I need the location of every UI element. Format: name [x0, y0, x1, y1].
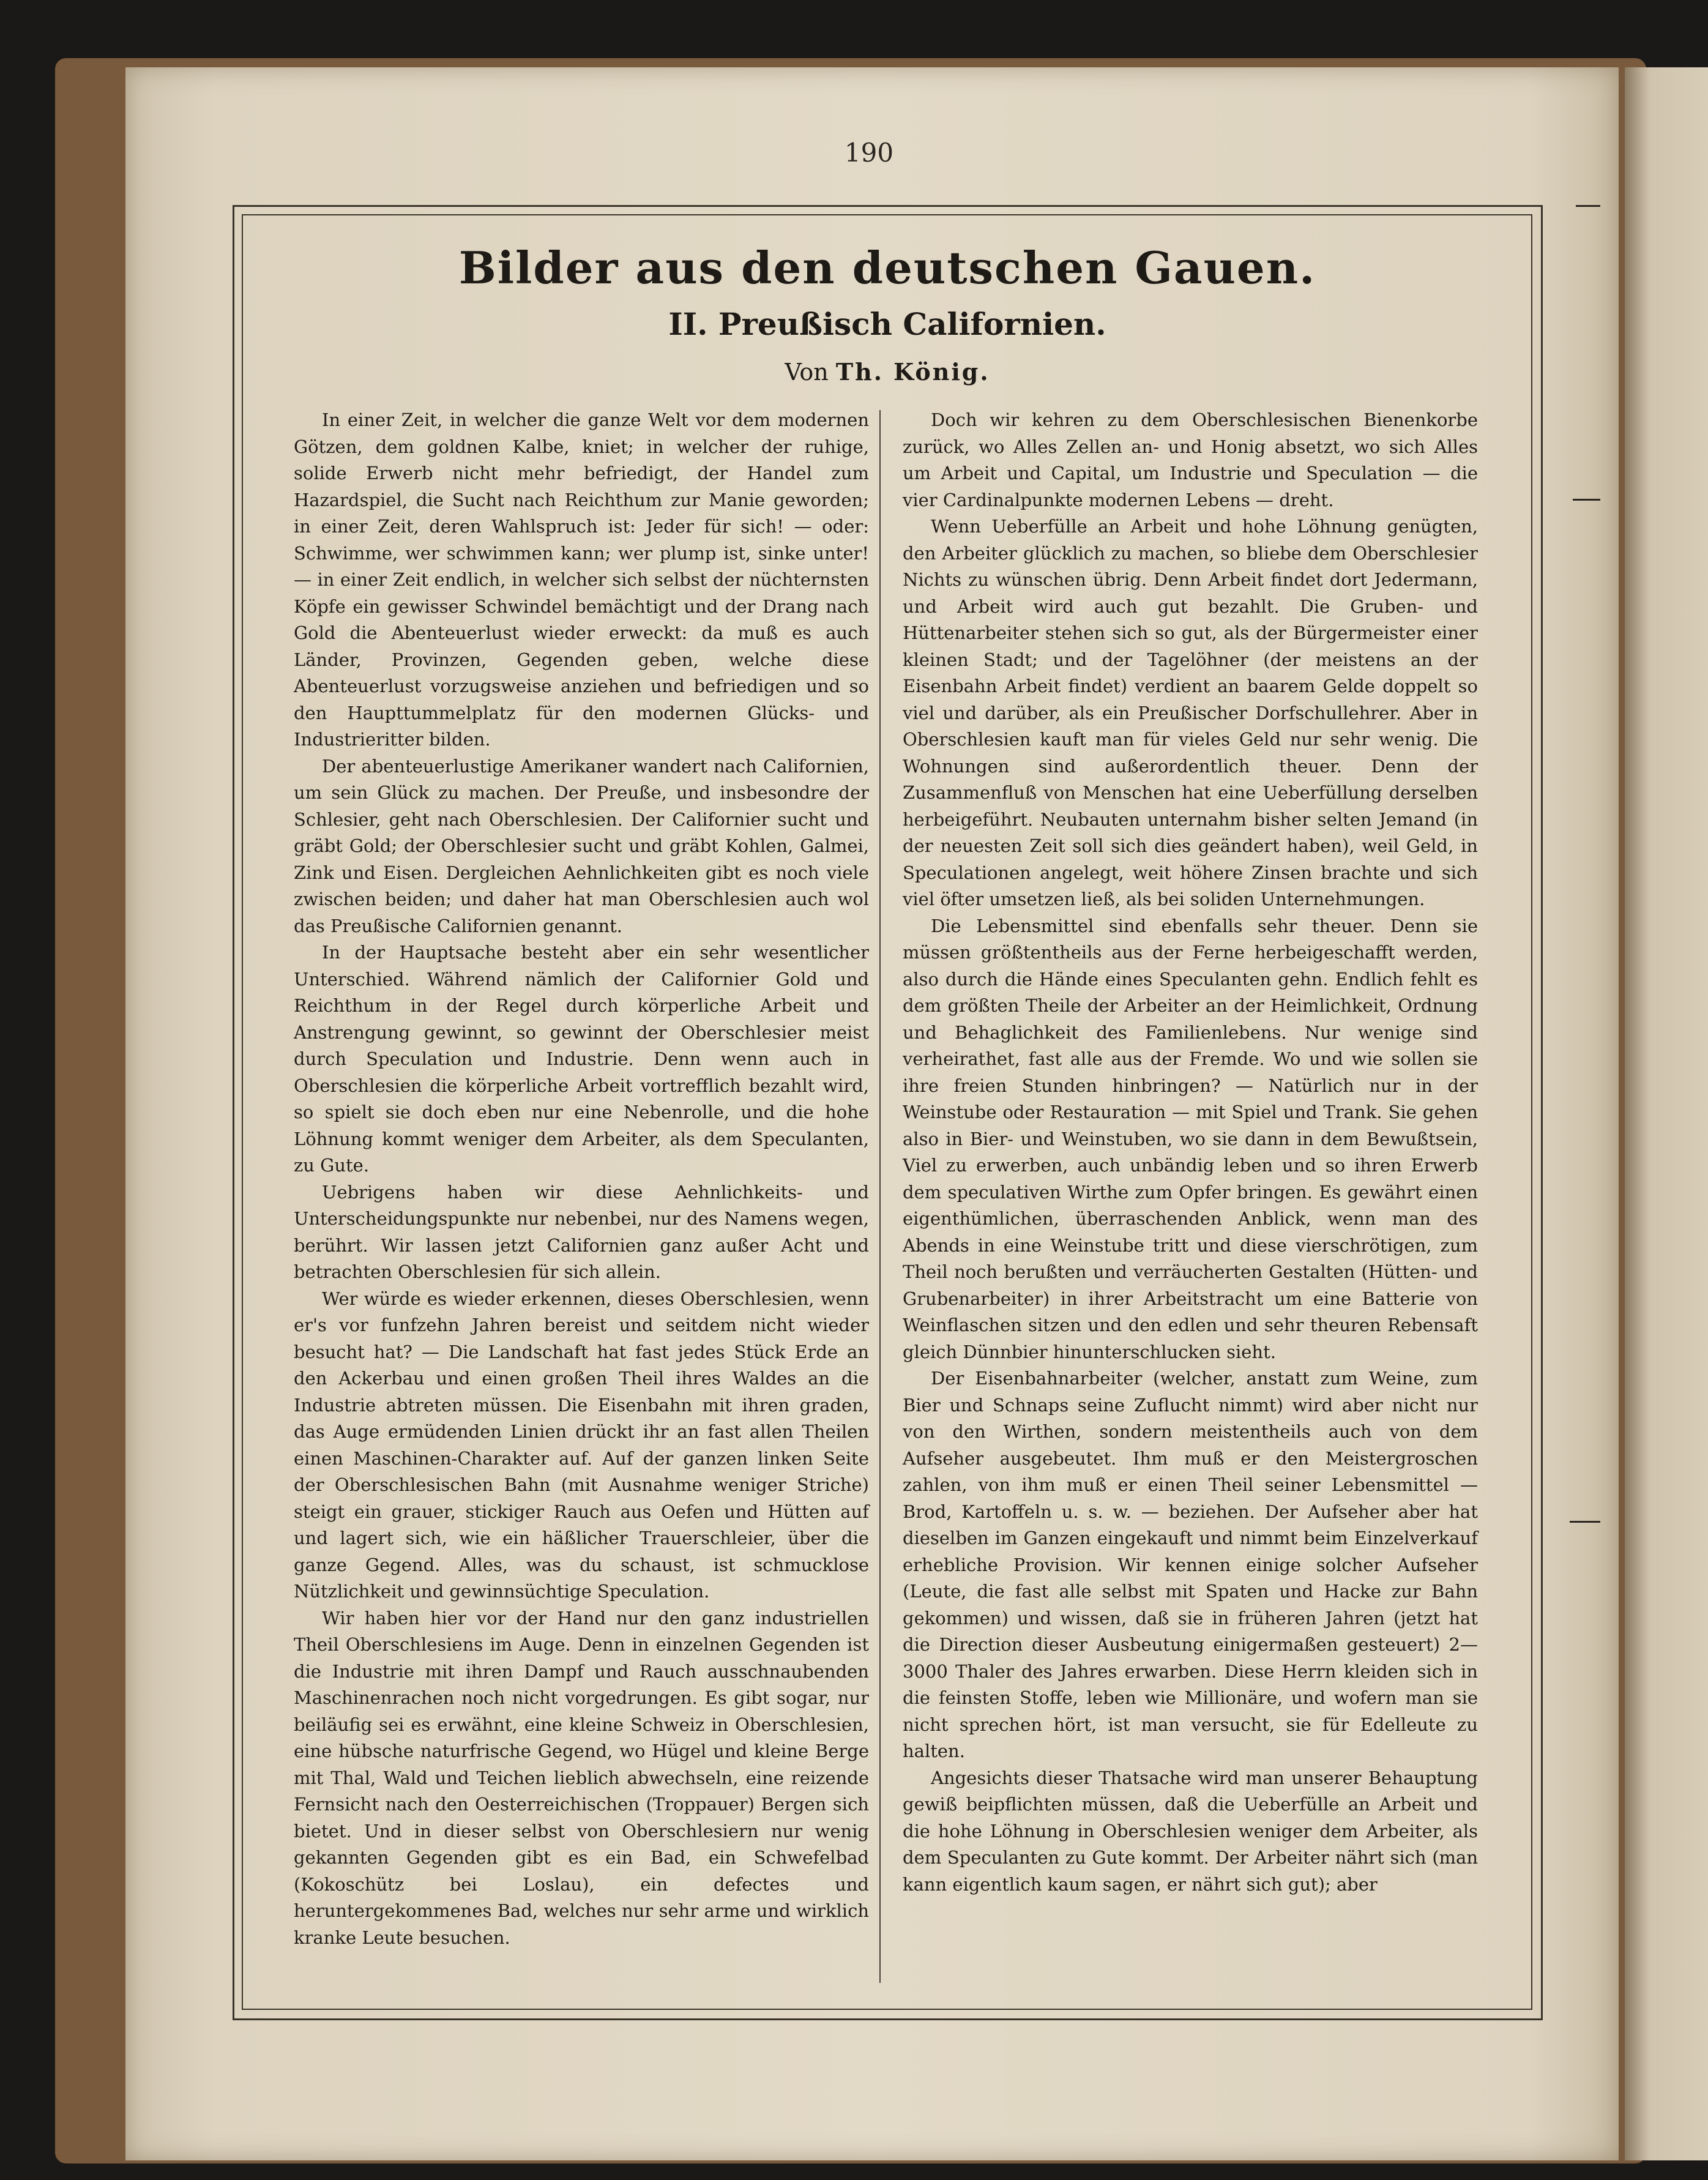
paragraph: Wer würde es wieder erkennen, dieses Oberschlesien, wenn er's vor funfzehn Jahren bereist und seitdem nicht wieder besucht hat? — Die Landschaft hat fast jedes Stück Erde an den Ackerbau und einen großen Theil ihres Waldes an die Industrie abtreten müssen. Die Eisenbahn mit ihren graden, das Auge ermüdenden Linien drückt ihr an fast allen Theilen einen Maschinen-Charakter auf. Auf der ganzen linken Seite der Oberschlesischen Bahn (mit Ausnahme weniger Striche) steigt ein grauer, stickiger Rauch aus Oefen und Hütten auf und lagert sich, wie ein häßlicher Trauerschleier, über die ganze Gegend. Alles, was du schaust, ist schmucklose Nützlichkeit und gewinnsüchtige Speculation. — [294, 1288, 869, 1602]
byline-author: Th. König. — [835, 358, 990, 386]
paragraph: Doch wir kehren zu dem Oberschlesischen Bienenkorbe zurück, wo Alles Zellen an- und Honig absetzt, wo sich Alles um Arbeit und Capital, um Industrie und Speculation — die vier Cardinalpunkte modernen Lebens — dreht. — [903, 409, 1478, 510]
page-tab-mark — [1576, 205, 1600, 207]
paragraph: In der Hauptsache besteht aber ein sehr wesentlicher Unterschied. Während nämlich der Californier Gold und Reichthum in der Regel durch körperliche Arbeit und Anstrengung gewinnt, so gewinnt der Oberschlesier meist durch Speculation und Industrie. Denn wenn auch in Oberschlesien die körperliche Arbeit vortrefflich bezahlt wird, so spielt sie doch eben nur eine Nebenrolle, und die hohe Löhnung kommt weniger dem Arbeiter, als dem Speculanten, zu Gute. — [294, 942, 869, 1176]
paragraph: Uebrigens haben wir diese Aehnlichkeits- und Unterscheidungspunkte nur nebenbei, nur des Namens wegen, berührt. Wir lassen jetzt Californien ganz außer Acht und betrachten Oberschlesien für sich allein. — [294, 1181, 869, 1282]
paragraph: Angesichts dieser Thatsache wird man unserer Behauptung gewiß beipflichten müssen, daß die Ueberfülle an Arbeit und die hohe Löhnung in Oberschlesien weniger dem Arbeiter, als dem Speculanten zu Gute kommt. Der Arbeiter nährt sich (man kann eigentlich kaum sagen, er nährt sich gut); aber — [903, 1767, 1478, 1895]
paragraph: In einer Zeit, in welcher die ganze Welt vor dem modernen Götzen, dem goldnen Kalbe, kniet; in welcher der ruhige, solide Erwerb nicht mehr befriedigt, der Handel zum Hazardspiel, die Sucht nach Reichthum zur Manie geworden; in einer Zeit, deren Wahlspruch ist: Jeder für sich! — oder: Schwimme, wer schwimmen kann; wer plump ist, sinke unter! — in einer Zeit endlich, in welcher sich selbst der nüchternsten Köpfe ein gewisser Schwindel bemächtigt und der Drang nach Gold die Abenteuerlust wieder erweckt: da muß es auch Länder, Provinzen, Gegenden geben, welche diese Abenteuerlust vorzugsweise anziehen und befriedigen und so den Haupttummelplatz für den modernen Glücks- und Industrieritter bilden. — [294, 409, 869, 750]
paragraph: Der Eisenbahnarbeiter (welcher, anstatt zum Weine, zum Bier und Schnaps seine Zuflucht nimmt) wird aber nicht nur von den Wirthen, sondern meistentheils auch von dem Aufseher ausgebeutet. Ihm muß er den Meistergroschen zahlen, von ihm muß er einen Theil seiner Lebensmittel — Brod, Kartoffeln u. s. w. — beziehen. Der Aufseher aber hat dieselben im Ganzen eingekauft und nimmt beim Einzelverkauf erhebliche Provision. Wir kennen einige solcher Aufseher (Leute, die fast alle selbst mit Spaten und Hacke zur Bahn gekommen) und wissen, daß sie in früheren Jahren (jetzt hat die Direction dieser Ausbeutung einigermaßen gesteuert) 2—3000 Thaler des Jahres erwarben. Diese Herrn kleiden sich in die feinsten Stoffe, leben wie Millionäre, und wofern man sie nicht sprechen hört, ist man versucht, sie für Edelleute zu halten. — [903, 1368, 1478, 1761]
paragraph: Die Lebensmittel sind ebenfalls sehr theuer. Denn sie müssen größtentheils aus der Ferne herbeigeschafft werden, also durch die Hände eines Speculanten gehn. Endlich fehlt es dem größten Theile der Arbeiter an der Heimlichkeit, Ordnung und Behaglichkeit des Familienlebens. Nur wenige sind verheirathet, fast alle aus der Fremde. Wo und wie sollen sie ihre freien Stunden hinbringen? — Natürlich nur in der Weinstube oder Restauration — mit Spiel und Trank. Sie gehen also in Bier- und Weinstuben, wo sie dann in dem Bewußtsein, Viel zu erwerben, auch unbändig leben und so ihren Erwerb dem speculativen Wirthe zum Opfer bringen. Es gewährt einen eigenthümlichen, überraschenden Anblick, wenn man des Abends in eine Weinstube tritt und diese vierschrötigen, zum Theil noch berußten und verräucherten Gestalten (Hütten- und Grubenarbeiter) in ihrer Arbeitstracht um eine Batterie von Weinflaschen sitzen und den edlen und sehr theuren Rebensaft gleich Dünnbier hinunterschlucken sieht. — [903, 915, 1478, 1362]
paragraph: Wir haben hier vor der Hand nur den ganz industriellen Theil Oberschlesiens im Auge. Denn in einzelnen Gegenden ist die Industrie mit ihren Dampf und Rauch ausschnaubenden Maschinenrachen noch nicht vorgedrungen. Es gibt sogar, nur beiläufig sei es erwähnt, eine kleine Schweiz in Oberschlesien, eine hübsche naturfrische Gegend, wo Hügel und kleine Berge mit Thal, Wald und Teichen lieblich abwechseln, eine reizende Fernsicht nach den Oesterreichischen (Troppauer) Bergen sich bietet. Und in dieser selbst von Oberschlesiern nur wenig gekannten Gegenden gibt es ein Bad, ein Schwefelbad (Kokoschütz bei Loslau), ein defectes und heruntergekommenes Bad, welches nur sehr arme und wirklich kranke Leute besuchen. — [294, 1607, 869, 1948]
paragraph: Der abenteuerlustige Amerikaner wandert nach Californien, um sein Glück zu machen. Der Preuße, und insbesondre der Schlesier, geht nach Oberschlesien. Der Californier sucht und gräbt Gold; der Oberschlesier sucht und gräbt Kohlen, Galmei, Zink und Eisen. Dergleichen Aehnlichkeiten gibt es noch viele zwischen beiden; und daher hat man Oberschlesien auch wol das Preußische Californien genannt. — [294, 755, 869, 936]
page-tab-mark — [1570, 1521, 1600, 1523]
column-divider — [879, 410, 881, 1983]
article-byline — [257, 358, 1518, 386]
text-column-left — [294, 407, 869, 1951]
page-number: 190 — [844, 138, 894, 168]
byline-prefix: Von — [785, 359, 829, 386]
adjacent-page-edge — [1625, 67, 1708, 2160]
page-tab-mark — [1573, 499, 1600, 501]
article-subtitle: II. Preußisch Californien. — [668, 306, 1106, 342]
paragraph: Wenn Ueberfülle an Arbeit und hohe Löhnung genügten, den Arbeiter glücklich zu machen, so bliebe dem Oberschlesier Nichts zu wünschen übrig. Denn Arbeit findet dort Jedermann, und Arbeit wird auch gut bezahlt. Die Gruben- und Hüttenarbeiter stehen sich so gut, als der Bürgermeister einer kleinen Stadt; und der Tagelöhner (der meistens an der Eisenbahn Arbeit findet) verdient an baarem Gelde doppelt so viel und darüber, als ein Preußischer Dorfschullehrer. Aber in Oberschlesien kauft man für vieles Geld nur sehr wenig. Die Wohnungen sind außerordentlich theuer. Denn der Zusammenfluß von Menschen hat eine Ueberfüllung derselben herbeigeführt. Neubauten unternahm bisher selten Jemand (in der neuesten Zeit soll sich dies geändert haben), weil Geld, in Speculationen angelegt, weit höhere Zinsen brachte und sich viel öfter umsetzen ließ, als bei soliden Unternehmungen. — [903, 516, 1478, 909]
article-title: Bilder aus den deutschen Gauen. — [458, 242, 1316, 294]
text-column-right — [903, 407, 1478, 1898]
